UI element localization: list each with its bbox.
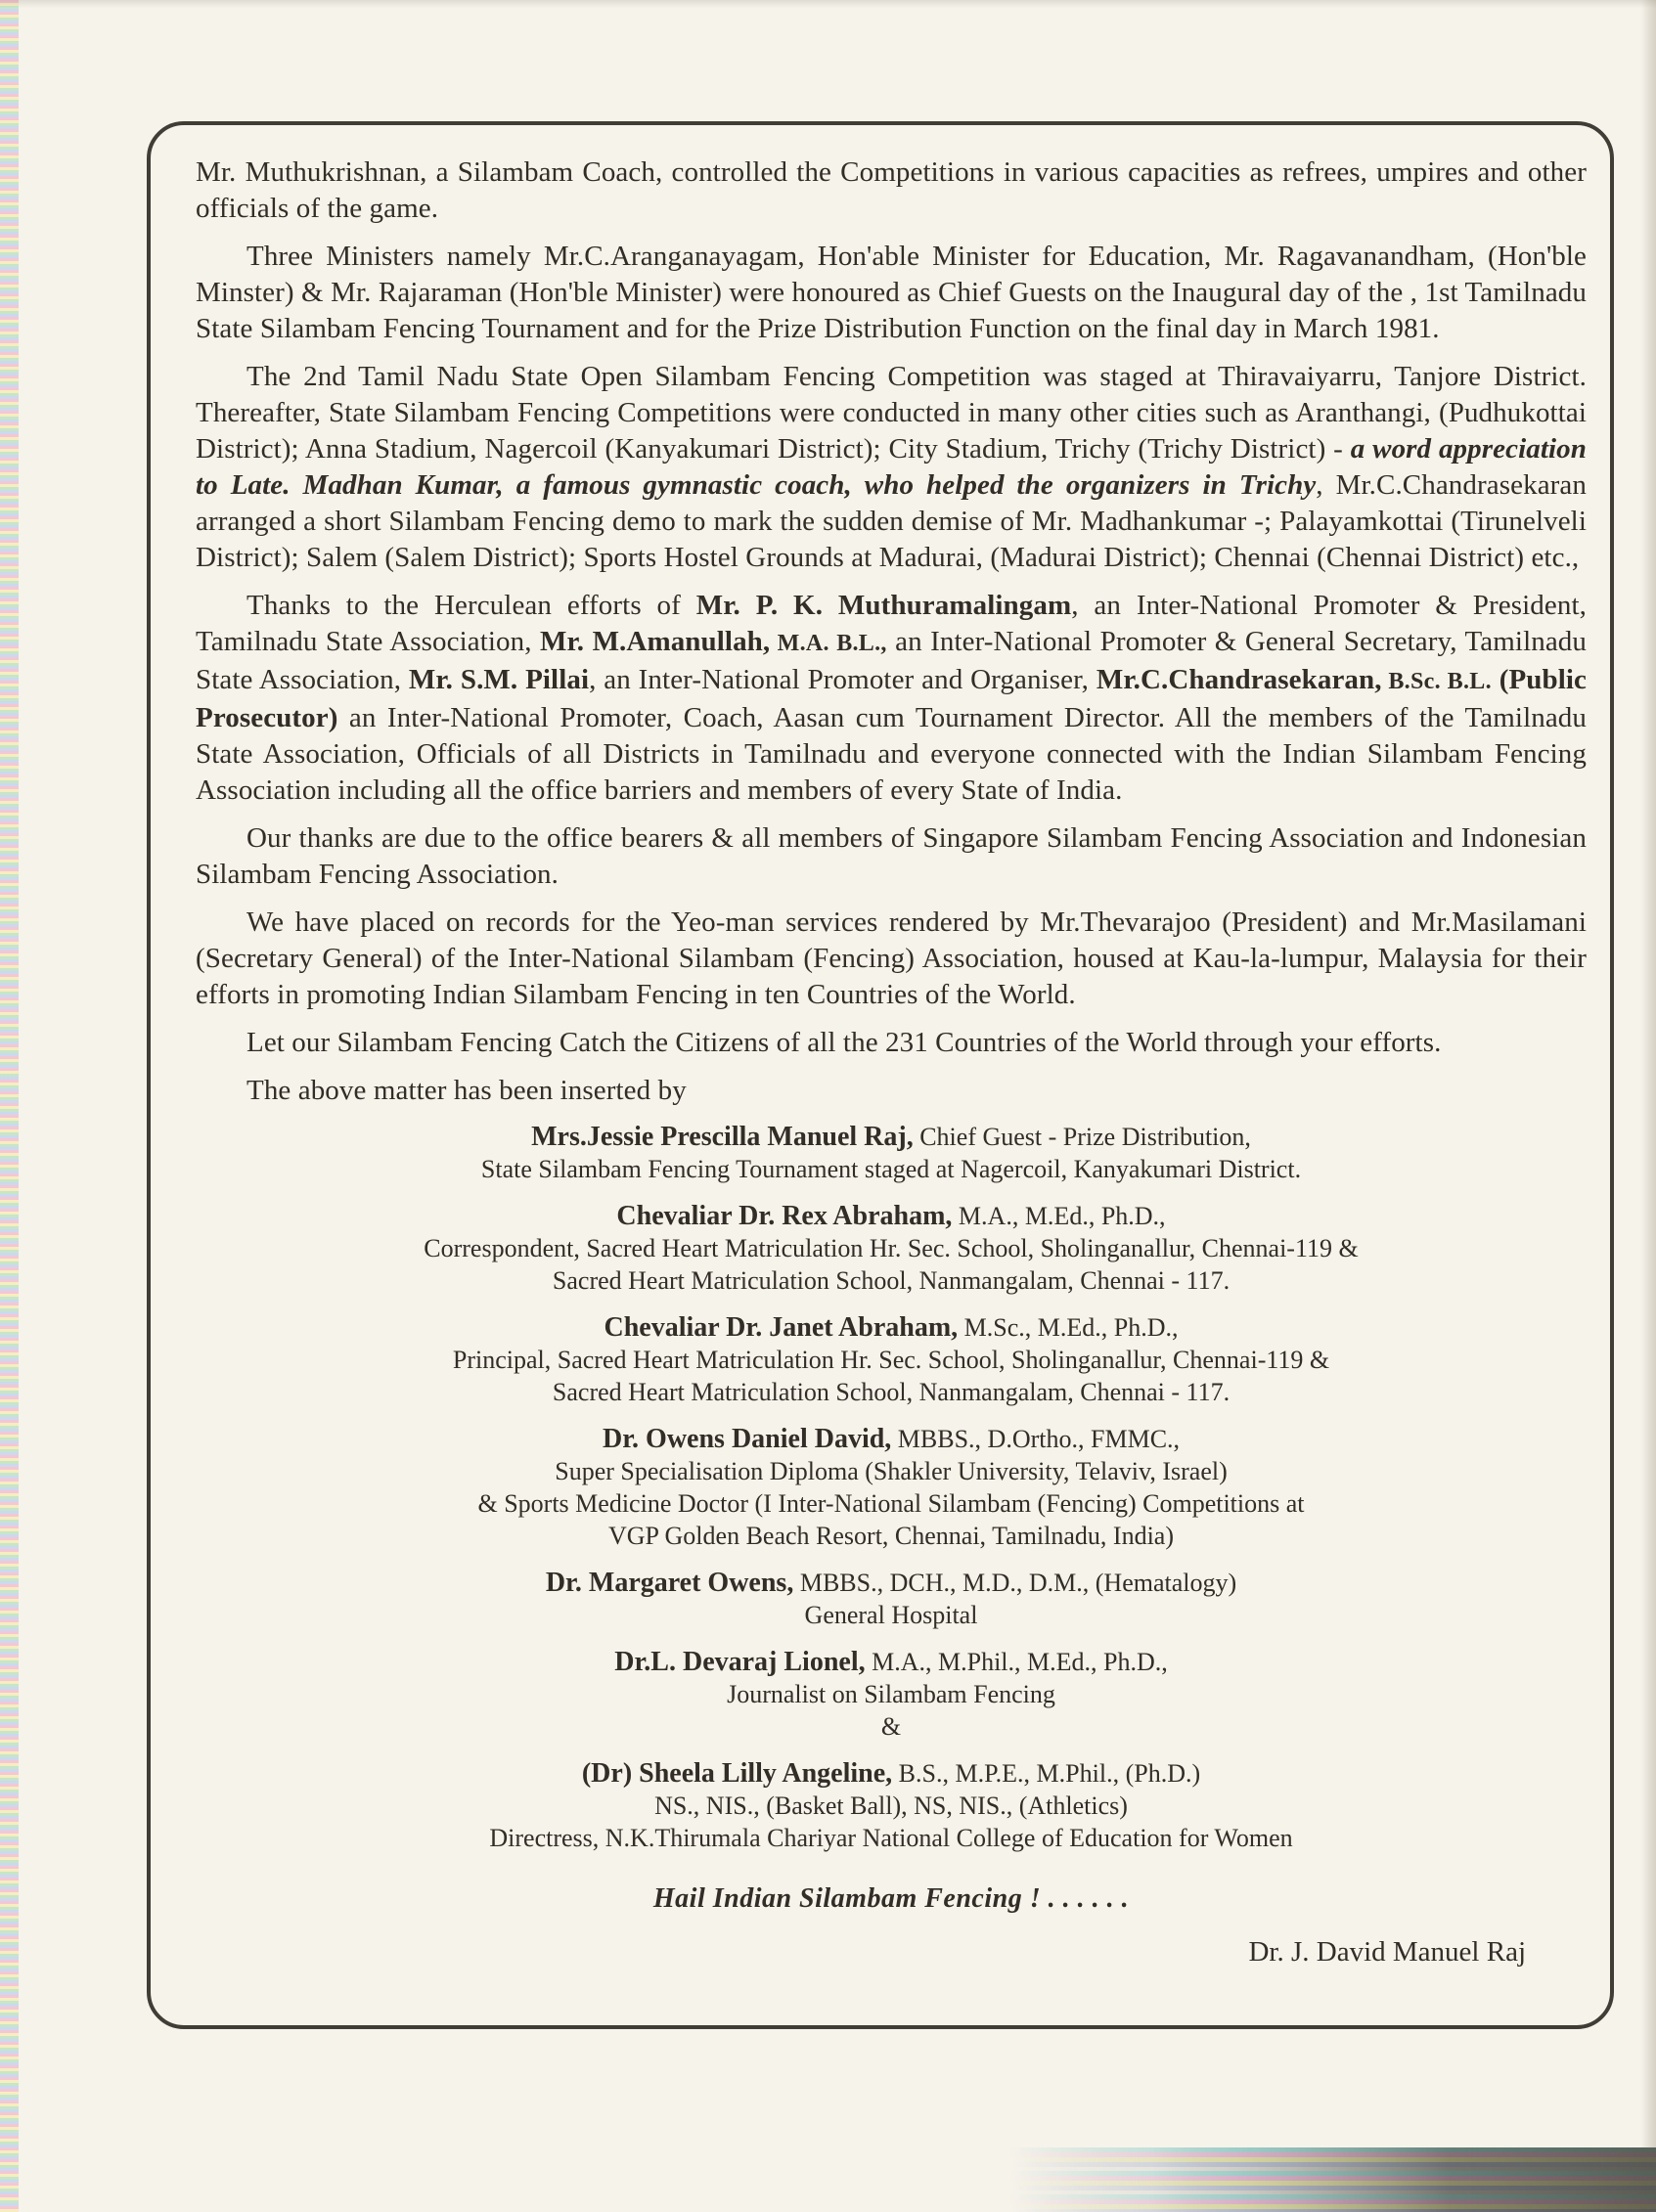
inserted-by-entry — [196, 1423, 1587, 1552]
entry-heading — [196, 1757, 1587, 1790]
paragraph — [196, 239, 1587, 347]
paragraph-segment: Thanks to the Herculean efforts of — [246, 590, 696, 621]
paragraph-segment: an Inter-National Promoter & General Secretary, Tamilnadu State Association, — [196, 626, 1587, 695]
paragraph — [196, 905, 1587, 1013]
paragraph-segment: Mr. P. K. Muthuramalingam — [695, 590, 1072, 621]
scanner-rainbow-streaks — [1010, 2147, 1656, 2212]
entry-detail-line: Sacred Heart Matriculation School, Nanmangalam, Chennai - 117. — [552, 1266, 1231, 1295]
paragraph — [196, 155, 1587, 227]
scanner-rainbow-strip-left — [0, 0, 19, 2212]
entry-heading — [196, 1567, 1587, 1599]
entry-detail-line: & — [880, 1712, 902, 1741]
inserted-by-list — [196, 1121, 1587, 1854]
paragraph-segment: , an Inter-National Promoter and Organiser, — [589, 664, 1097, 695]
page-edge-shading-right — [1640, 0, 1656, 2212]
entry-qualifications: Chief Guest - Prize Distribution, — [913, 1123, 1251, 1151]
paragraph-segment: (Public Prosecutor) — [196, 664, 1588, 733]
entry-detail-line: State Silambam Fencing Tournament staged at Nagercoil, Kanyakumari District. — [480, 1155, 1302, 1183]
paragraph-segment: The above matter has been inserted by — [246, 1075, 687, 1106]
entry-qualifications: M.A., M.Ed., Ph.D., — [952, 1202, 1166, 1230]
entry-heading — [196, 1121, 1587, 1153]
body-paragraphs — [196, 155, 1587, 1109]
entry-detail-line: Journalist on Silambam Fencing — [727, 1680, 1055, 1708]
entry-heading — [196, 1200, 1587, 1232]
entry-name: Mrs.Jessie Prescilla Manuel Raj, — [531, 1122, 914, 1152]
inserted-by-entry — [196, 1567, 1587, 1631]
paragraph-segment: The 2nd Tamil Nadu State Open Silambam Fencing Competition was staged at Thiravaiyarru, Tanjore District. Thereafter, State Silambam Fencing Competitions were conducted in many other cities such as Aranthangi, (Pudhukottai District); Anna Stadium, Nagercoil (Kanyakumari District); City Stadium, Trichy (Trichy District) - — [196, 361, 1587, 465]
entry-qualifications: MBBS., DCH., M.D., D.M., (Hematalogy) — [793, 1569, 1237, 1597]
closing-line: Hail Indian Silambam Fencing ! . . . . . . — [652, 1883, 1130, 1914]
inserted-by-entry — [196, 1757, 1587, 1854]
entry-name: Dr.L. Devaraj Lionel, — [614, 1647, 866, 1677]
entry-heading — [196, 1311, 1587, 1344]
paragraph-segment: Let our Silambam Fencing Catch the Citizens of all the 231 Countries of the World through your efforts. — [246, 1027, 1442, 1058]
entry-detail-line: Principal, Sacred Heart Matriculation Hr. Sec. School, Sholinganallur, Chennai-119 & — [452, 1346, 1330, 1374]
entry-qualifications: B.S., M.P.E., M.Phil., (Ph.D.) — [892, 1759, 1201, 1788]
paragraph-segment: , an Inter-National Promoter & President, Tamilnadu State Association, — [196, 590, 1587, 657]
paragraph-segment: , Mr.C.Chandrasekaran arranged a short Silambam Fencing demo to mark the sudden demise of Mr. Madhankumar -; Palayamkottai (Tirunelveli District); Salem (Salem District); Sports Hostel Grounds at Madurai, (Madurai District); Chennai (Chennai District) etc., — [196, 469, 1587, 573]
entry-name: Dr. Margaret Owens, — [545, 1568, 794, 1598]
entry-qualifications: MBBS., D.Ortho., FMMC., — [891, 1425, 1181, 1453]
entry-detail-line: VGP Golden Beach Resort, Chennai, Tamilnadu, India) — [607, 1522, 1174, 1550]
paragraph — [196, 1073, 1587, 1109]
entry-qualifications: M.Sc., M.Ed., Ph.D., — [958, 1313, 1179, 1342]
paragraph-segment: a word appreciation to Late. Madhan Kumar, a famous gymnastic coach, who helped the organizers in Trichy — [196, 433, 1587, 501]
paragraph-segment: Mr. Muthukrishnan, a Silambam Coach, controlled the Competitions in various capacities as refrees, umpires and other officials of the game. — [196, 156, 1587, 224]
entry-detail-line: General Hospital — [804, 1601, 978, 1629]
scanner-artifact-band-bottom — [1010, 2147, 1656, 2212]
inserted-by-entry — [196, 1200, 1587, 1297]
paragraph — [196, 820, 1587, 893]
entry-detail-line: Sacred Heart Matriculation School, Nanmangalam, Chennai - 117. — [552, 1378, 1231, 1406]
paragraph-segment: Mr. M.Amanullah, — [540, 626, 771, 657]
paragraph — [196, 1025, 1587, 1061]
inserted-by-entry — [196, 1646, 1587, 1743]
entry-heading — [196, 1423, 1587, 1455]
paragraph-segment: an Inter-National Promoter, Coach, Aasan cum Tournament Director. All the members of the Tamilnadu State Association, Officials of all Districts in Tamilnadu and everyone connected with the Indian Silambam Fencing Association including all the office barriers and members of every State of India. — [196, 702, 1587, 806]
paragraph-segment: We have placed on records for the Yeo-man services rendered by Mr.Thevarajoo (President) and Mr.Masilamani (Secretary General) of the Inter-National Silambam (Fencing) Association, housed at Kau-la-lumpur, Malaysia for their efforts in promoting Indian Silambam Fencing in ten Countries of the World. — [196, 907, 1587, 1010]
entry-detail-line: & Sports Medicine Doctor (I Inter-National Silambam (Fencing) Competitions at — [477, 1489, 1305, 1518]
inserted-by-entry — [196, 1311, 1587, 1408]
paragraph-segment: Mr. S.M. Pillai — [408, 664, 590, 695]
entry-detail-line: Super Specialisation Diploma (Shakler University, Telaviv, Israel) — [555, 1457, 1228, 1485]
paragraph — [196, 588, 1587, 809]
page-edge-shading-top — [0, 0, 1656, 8]
entry-name: Chevaliar Dr. Janet Abraham, — [604, 1312, 959, 1343]
paragraph — [196, 359, 1587, 576]
entry-name: (Dr) Sheela Lilly Angeline, — [581, 1758, 893, 1789]
entry-heading — [196, 1646, 1587, 1678]
entry-detail-line: Correspondent, Sacred Heart Matriculation Hr. Sec. School, Sholinganallur, Chennai-119 & — [424, 1234, 1359, 1262]
paragraph-segment: Mr.C.Chandrasekaran, — [1096, 664, 1382, 695]
entry-detail-line: Directress, N.K.Thirumala Chariyar National College of Education for Women — [489, 1824, 1293, 1852]
entry-detail-line: NS., NIS., (Basket Ball), NS, NIS., (Athletics) — [654, 1792, 1128, 1820]
paragraph-segment: Our thanks are due to the office bearers & all members of Singapore Silambam Fencing Association and Indonesian Silambam Fencing Association. — [196, 822, 1587, 890]
content-border-box — [147, 121, 1614, 2029]
entry-name: Chevaliar Dr. Rex Abraham, — [616, 1201, 953, 1231]
inserted-by-entry — [196, 1121, 1587, 1185]
paragraph-segment: Three Ministers namely Mr.C.Aranganayagam, Hon'able Minister for Education, Mr. Ragavanandham, (Hon'ble Minster) & Mr. Rajaraman (Hon'ble Minister) were honoured as Chief Guests on the Inaugural day of the , 1st Tamilnadu State Silambam Fencing Tournament and for the Prize Distribution Function on the final day in March 1981. — [196, 241, 1587, 344]
entry-name: Dr. Owens Daniel David, — [602, 1424, 892, 1454]
paragraph-segment: M.A. B.L., — [770, 631, 887, 656]
signature: Dr. J. David Manuel Raj — [1248, 1936, 1526, 1968]
entry-qualifications: M.A., M.Phil., M.Ed., Ph.D., — [865, 1648, 1168, 1676]
paragraph-segment: B.Sc. B.L. — [1381, 669, 1492, 694]
